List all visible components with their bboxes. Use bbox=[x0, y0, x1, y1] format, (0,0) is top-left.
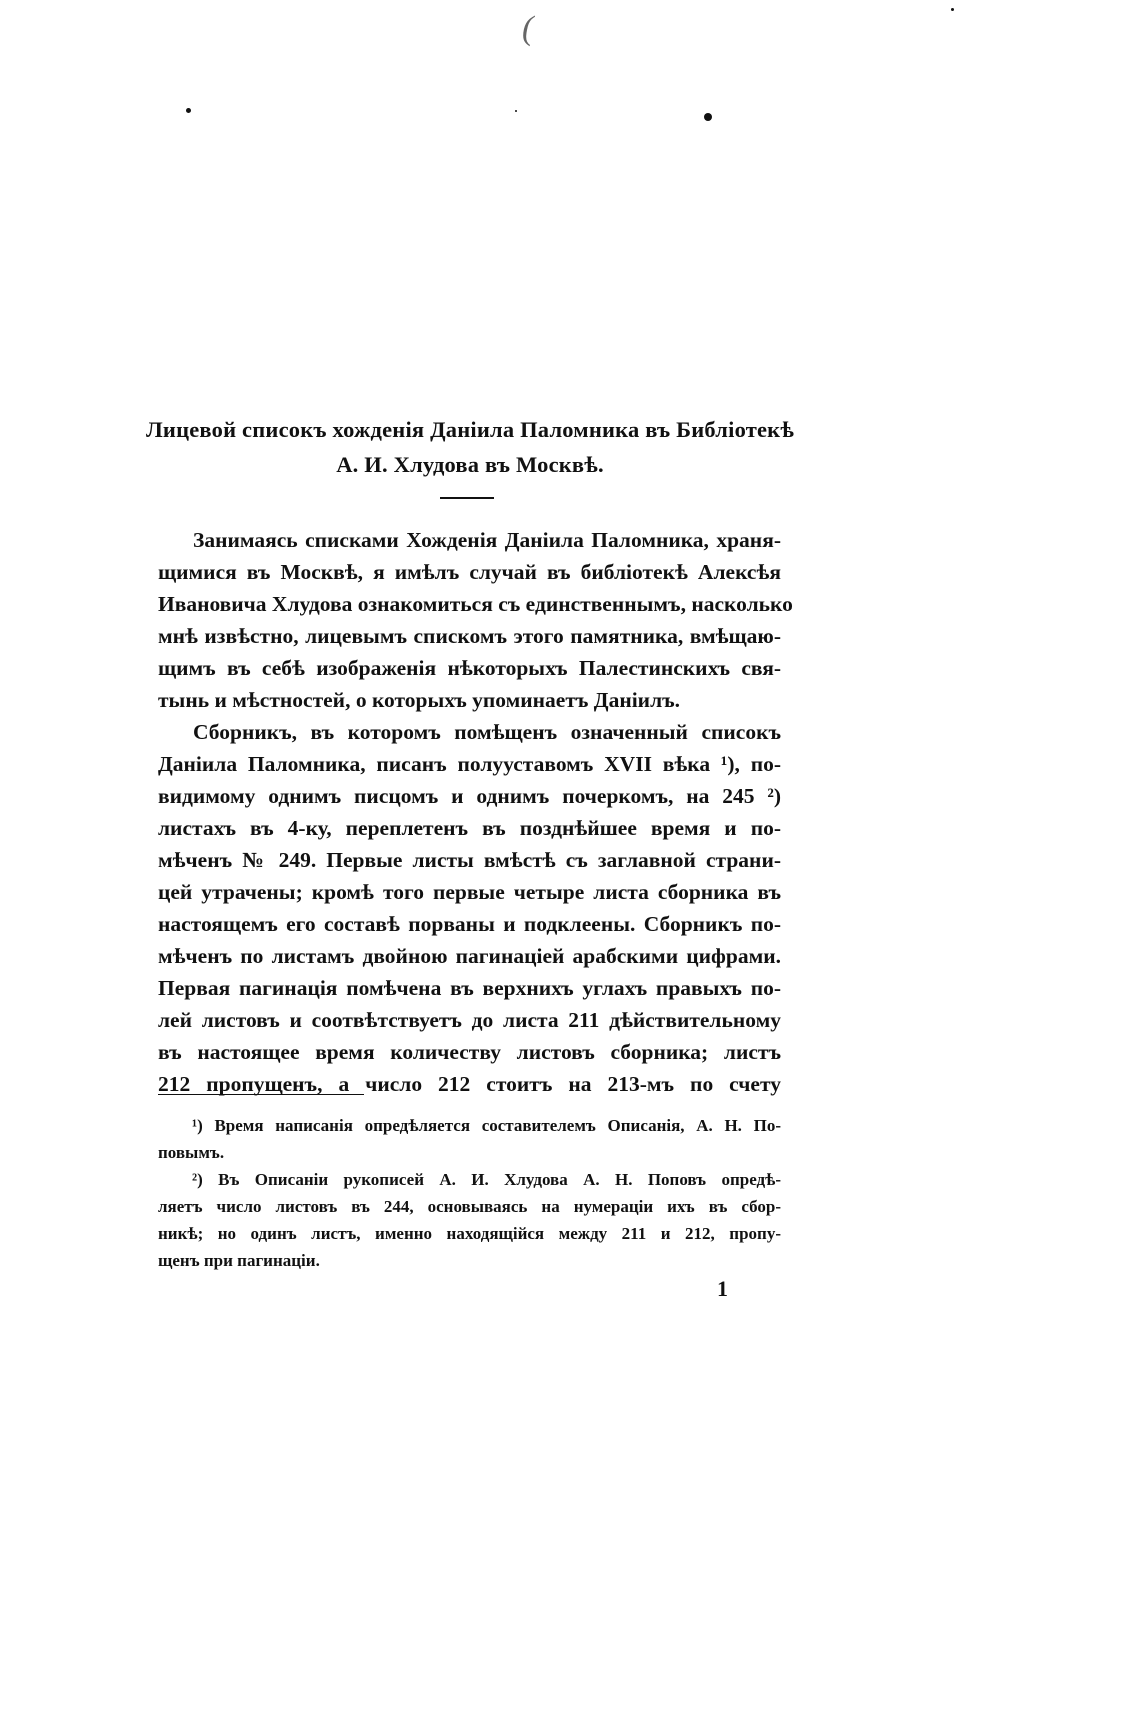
footnote-line: повымъ. bbox=[158, 1143, 225, 1162]
top-margin-mark: ( bbox=[522, 10, 534, 47]
body-text bbox=[158, 524, 793, 1100]
body-line: Занимаясь списками Хожденія Даніила Паломника, храня- bbox=[193, 528, 781, 552]
footnotes bbox=[158, 1112, 781, 1274]
body-line: настоящемъ его составѣ порваны и подклеены. Сборникъ по- bbox=[158, 912, 781, 936]
body-line: щимися въ Москвѣ, я имѣлъ случай въ библіотекѣ Алексѣя bbox=[158, 560, 781, 584]
article-title bbox=[140, 412, 800, 482]
title-line-1: Лицевой списокъ хожденія Даніила Паломника въ Библіотекѣ bbox=[145, 417, 795, 442]
body-line: Первая пагинація помѣчена въ верхнихъ углахъ правыхъ по- bbox=[158, 976, 781, 1000]
body-line: листахъ въ 4-ку, переплетенъ въ позднѣйшее время и по- bbox=[158, 816, 781, 840]
body-line: мѣченъ по листамъ двойною пагинаціей арабскими цифрами. bbox=[158, 944, 781, 968]
body-line: тынь и мѣстностей, о которыхъ упоминаетъ Даніилъ. bbox=[158, 688, 681, 712]
title-line-2: А. И. Хлудова въ Москвѣ. bbox=[336, 452, 604, 477]
footnote-line: щенъ при пагинаціи. bbox=[158, 1251, 320, 1270]
body-line: Ивановича Хлудова ознакомиться съ единственнымъ, насколько bbox=[158, 592, 793, 616]
body-line: лей листовъ и соотвѣтствуетъ до листа 211 дѣйствительному bbox=[158, 1008, 781, 1032]
signature-mark: 1 bbox=[717, 1276, 728, 1301]
body-line: щимъ въ себѣ изображенія нѣкоторыхъ Палестинскихъ свя- bbox=[158, 656, 781, 680]
speck bbox=[951, 8, 954, 11]
footnote-line: ¹) Время написанія опредѣляется составителемъ Описанія, А. Н. По- bbox=[192, 1116, 781, 1135]
body-line: видимому однимъ писцомъ и однимъ почеркомъ, на 245 ²) bbox=[158, 784, 781, 808]
footnote-divider bbox=[158, 1094, 364, 1095]
speck bbox=[186, 108, 191, 113]
body-line: Даніила Паломника, писанъ полууставомъ XVII вѣка ¹), по- bbox=[158, 752, 781, 776]
title-divider bbox=[440, 497, 494, 499]
body-line: цей утрачены; кромѣ того первые четыре листа сборника въ bbox=[158, 880, 781, 904]
body-line: мнѣ извѣстно, лицевымъ спискомъ этого памятника, вмѣщаю- bbox=[158, 624, 781, 648]
body-line: мѣченъ № 249. Первые листы вмѣстѣ съ заглавной страни- bbox=[158, 848, 781, 872]
body-line: въ настоящее время количеству листовъ сборника; листъ bbox=[158, 1040, 781, 1064]
footnote-line: ляетъ число листовъ въ 244, основываясь на нумераціи ихъ въ сбор- bbox=[158, 1197, 781, 1216]
body-line: 212 пропущенъ, а число 212 стоитъ на 213-мъ по счету bbox=[158, 1072, 781, 1096]
footnote-line: никѣ; но одинъ листъ, именно находящійся между 211 и 212, пропу- bbox=[158, 1224, 781, 1243]
speck bbox=[704, 113, 712, 121]
footnote-line: ²) Въ Описаніи рукописей А. И. Хлудова А. Н. Поповъ опредѣ- bbox=[192, 1170, 781, 1189]
body-line: Сборникъ, въ которомъ помѣщенъ означенный списокъ bbox=[193, 720, 781, 744]
speck bbox=[515, 110, 517, 112]
